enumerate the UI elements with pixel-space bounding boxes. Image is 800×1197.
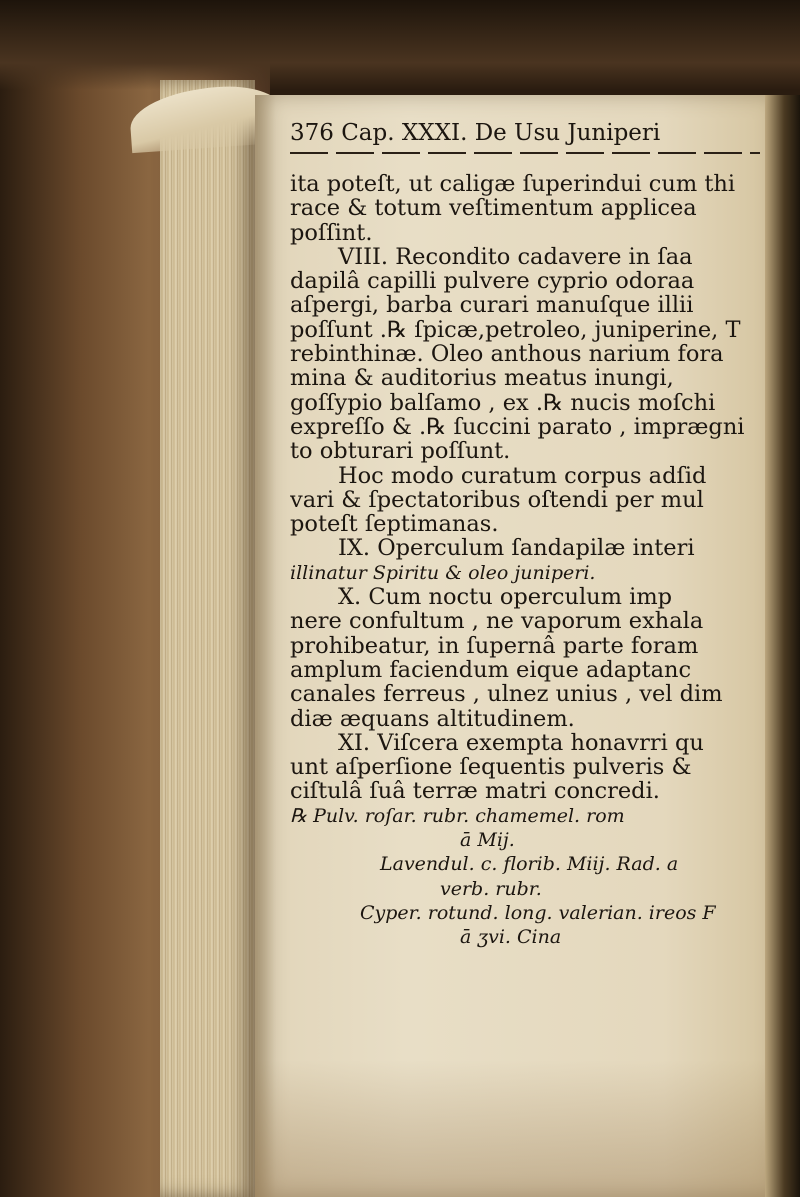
page-text	[290, 172, 760, 950]
recipe-line: ā ʒvi. Cina	[460, 926, 562, 949]
text-line: X. Cum noctu operculum imp	[338, 585, 673, 610]
recipe-line: Cyper. rotund. long. valerian. ireos F	[360, 901, 716, 924]
recipe-line: ā Mij.	[460, 829, 515, 852]
text-line: poteſt ſeptimanas.	[290, 512, 499, 537]
header-rule	[290, 152, 760, 154]
recipe-line: verb. rubr.	[440, 877, 542, 900]
recipe-line: Lavendul. c. florib. Miij. Rad. a	[380, 853, 679, 876]
text-line: rebinthinæ. Oleo anthous narium fora	[290, 342, 724, 367]
text-line: ita poteſt, ut caligæ ſuperindui cum thi	[290, 172, 736, 197]
text-line: dapilâ capilli pulvere cyprio odoraa	[290, 269, 695, 294]
text-line: VIII. Recondito cadavere in ſaa	[338, 244, 693, 270]
page-stain	[255, 1060, 765, 1197]
text-line: unt aſperſione ſequentis pulveris &	[290, 755, 692, 780]
text-line: IX. Operculum ſandapilæ interi	[338, 536, 695, 561]
text-line: nere confultum , ne vaporum exhala	[290, 609, 704, 634]
recipe-line: ℞ Pulv. roſar. rubr. chamemel. rom	[290, 804, 625, 827]
running-header: 376 Cap. XXXI. De Usu Juniperi	[290, 120, 661, 146]
text-line: Hoc modo curatum corpus adſid	[338, 463, 707, 488]
text-line: prohibeatur, in ſupernâ parte foram	[290, 633, 699, 658]
page-gutter	[765, 95, 800, 1197]
text-line: to obturari poſſunt.	[290, 439, 511, 464]
text-line: ciſtulâ ſuâ terræ matri concredi.	[290, 779, 660, 804]
text-line: diæ æquans altitudinem.	[290, 706, 575, 731]
text-line: XI. Viſcera exempta honavrri qu	[338, 730, 704, 756]
text-line: expreſſo & .℞ ſuccini parato , imprægni	[290, 414, 745, 440]
text-line: vari & ſpectatoribus oſtendi per mul	[290, 487, 704, 513]
text-line: race & totum veſtimentum applicea	[290, 196, 697, 221]
text-line: poſſint.	[290, 220, 373, 245]
text-line: poſſunt .℞ ſpicæ,petroleo, juniperine, T	[290, 317, 741, 343]
text-line: aſpergi, barba curari manuſque illii	[290, 293, 694, 318]
text-line: illinatur Spiritu & oleo juniperi.	[290, 561, 596, 584]
text-line: amplum faciendum eique adaptanc	[290, 657, 692, 683]
background-top	[0, 0, 800, 90]
page-edges	[160, 80, 255, 1197]
text-line: mina & auditorius meatus inungi,	[290, 366, 674, 391]
text-line: canales ferreus , ulnez unius , vel dim	[290, 682, 723, 707]
text-line: goſſypio balſamo , ex .℞ nucis moſchi	[290, 390, 716, 415]
